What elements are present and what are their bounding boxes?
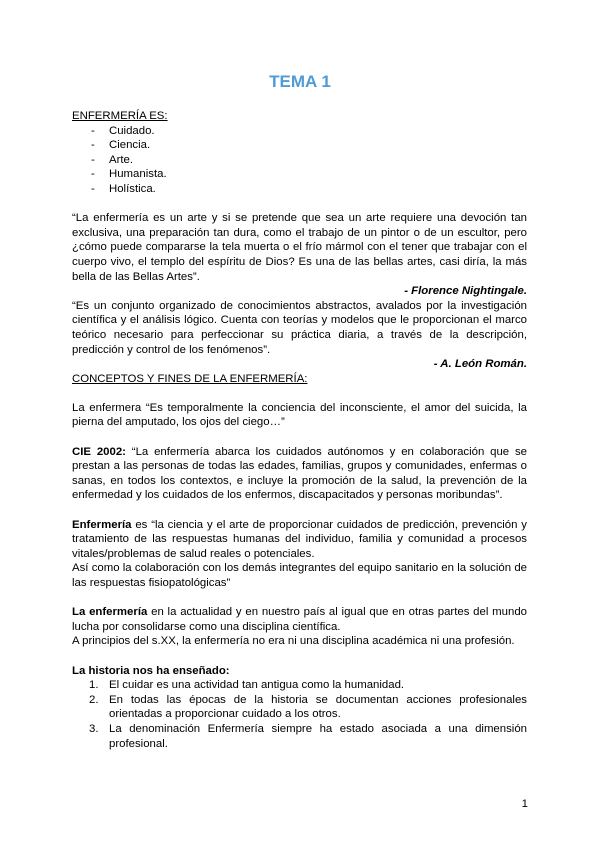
- list-item: - Holística.: [72, 182, 527, 197]
- page-number: 1: [521, 798, 528, 810]
- document-body: [72, 109, 527, 751]
- quote-nightingale: “La enfermería es un arte y si se pretende que sea un arte requiere una devoción tan exclusiva, una preparación tan dura, como el trabajo de un pintor o de un escultor, pero ¿cómo puede compararse la tela muerta o el frío mármol con el tener que trabajar con el cuerpo vivo, el templo del espíritu de Dios? Es una de las bellas artes, casi diría, la más bella de las Bellas Artes”.: [72, 212, 527, 283]
- list-item: - Arte.: [72, 153, 527, 168]
- paragraph-colaboracion: Así como la colaboración con los demás integrantes del equipo sanitario en la solución de las respuestas fisiopatológicas”: [72, 562, 527, 589]
- actualidad-text: en la actualidad y en nuestro país al igual que en otras partes del mundo lucha por consolidarse como una disciplina científica.: [72, 606, 527, 633]
- list-item: - Humanista.: [72, 167, 527, 182]
- list-item: 1. El cuidar es una actividad tan antigua como la humanidad.: [89, 679, 405, 692]
- quote-leon-roman: “Es un conjunto organizado de conocimientos abstractos, avalados por la investigación científica y el análisis lógico. Cuenta con teorías y modelos que le proporcionan el marco teórico necesario para perfeccionar su práctica diaria, a través de la descripción, predicción y control de los fenómenos”.: [72, 299, 527, 356]
- enfermeria-label: Enfermería: [72, 518, 132, 531]
- paragraph-enfermera: La enfermera “Es temporalmente la conciencia del inconsciente, el amor del suicida, la pierna del amputado, los ojos del ciego…”: [72, 401, 527, 429]
- quote-author-nightingale: - Florence Nightingale.: [404, 285, 527, 298]
- quote-author-leon-roman: - A. León Román.: [433, 358, 527, 371]
- list-item: - Ciencia.: [72, 138, 527, 153]
- paragraph-enfermeria-definicion: [72, 518, 527, 562]
- dash-list: [72, 124, 527, 197]
- section-heading-historia: La historia nos ha enseñado:: [72, 664, 230, 677]
- paragraph-actualidad: [72, 605, 527, 634]
- list-item: - Cuidado.: [72, 124, 527, 139]
- list-item: 3. La denominación Enfermería siempre ha estado asociada a una dimensión profesional.: [89, 722, 527, 750]
- cie-text: “La enfermería abarca los cuidados autónomos y en colaboración que se prestan a las personas de todas las edades, familias, grupos y comunidades, enfermas o sanas, en todos los contextos, e incluye la promoción de la salud, la prevención de la enfermedad y los cuidados de los enfermos, discapacitados y personas moribundas”.: [72, 445, 528, 502]
- section-heading-enfermeria-es: ENFERMERÍA ES:: [72, 110, 168, 122]
- numbered-list: [72, 678, 527, 751]
- section-heading-conceptos: CONCEPTOS Y FINES DE LA ENFERMERÍA:: [72, 372, 308, 385]
- page-title: TEMA 1: [269, 72, 331, 91]
- paragraph-siglo-xx: A principios del s.XX, la enfermería no era ni una disciplina académica ni una profesión.: [72, 635, 515, 648]
- actualidad-label: La enfermería: [72, 606, 148, 619]
- list-item: 2. En todas las épocas de la historia se documentan acciones profesionales orientadas a proporcionar cuidado a los otros.: [89, 693, 527, 721]
- enfermeria-text: es “la ciencia y el arte de proporcionar cuidados de predicción, prevención y tratamiento de las respuestas humanas del individuo, familia y comunidad a procesos vitales/problemas de salud reales o potenciales.: [72, 518, 527, 560]
- cie-label: CIE 2002:: [72, 445, 126, 458]
- paragraph-cie: [72, 445, 527, 503]
